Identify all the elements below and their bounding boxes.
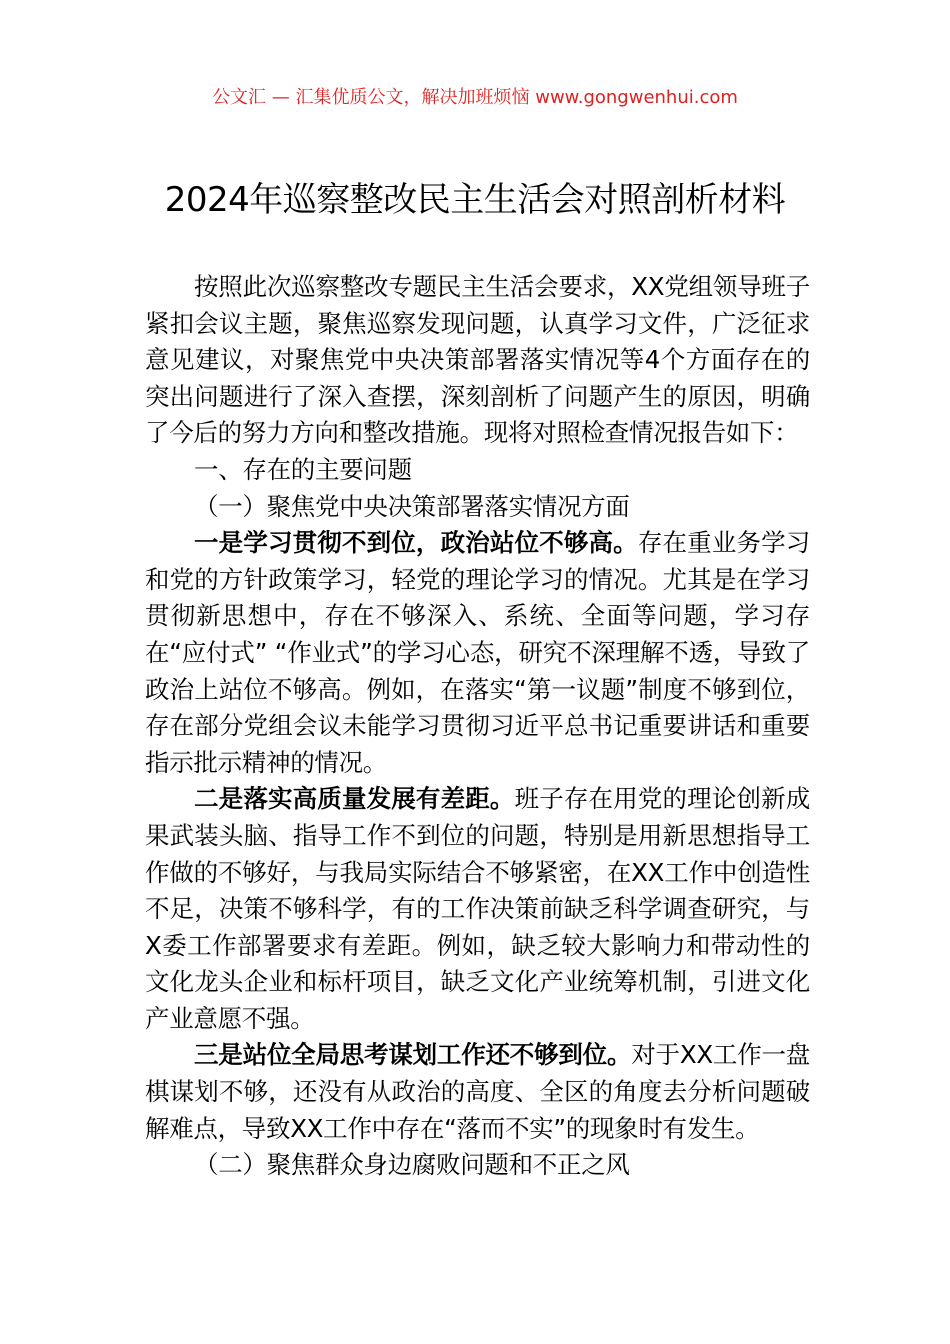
point-lead-3: 三是站位全局思考谋划工作还不够到位。 bbox=[194, 1040, 632, 1070]
document-body bbox=[145, 269, 810, 1184]
point-text-3: 对于XX工作一盘棋谋划不够，还没有从政治的高度、全区的角度去分析问题破解难点，导致XX工作中存在“落而不实”的现象时有发生。 bbox=[145, 1040, 810, 1143]
subsection-heading-1: （一）聚焦党中央决策部署落实情况方面 bbox=[194, 491, 630, 521]
point-paragraph-3 bbox=[145, 1037, 810, 1147]
intro-paragraph: 按照此次巡察整改专题民主生活会要求，XX党组领导班子紧扣会议主题，聚焦巡察发现问题，认真学习文件，广泛征求意见建议，对聚焦党中央决策部署落实情况等4个方面存在的突出问题进行了深入查摆，深刻剖析了问题产生的原因，明确了今后的努力方向和整改措施。现将对照检查情况报告如下： bbox=[145, 272, 810, 448]
point-paragraph-2 bbox=[145, 781, 810, 1037]
document-title: 2024年巡察整改民主生活会对照剖析材料 bbox=[164, 180, 786, 220]
subsection-heading-2: （二）聚焦群众身边腐败问题和不正之风 bbox=[194, 1150, 630, 1180]
section-heading-problems: 一、存在的主要问题 bbox=[194, 454, 412, 484]
point-paragraph-1 bbox=[145, 525, 810, 781]
website-banner: 公文汇 — 汇集优质公文，解决加班烦恼 www.gongwenhui.com bbox=[212, 87, 738, 108]
point-lead-2: 二是落实高质量发展有差距。 bbox=[194, 784, 515, 814]
point-text-2: 班子存在用党的理论创新成果武装头脑、指导工作不到位的问题，特别是用新思想指导工作做的不够好，与我局实际结合不够紧密，在XX工作中创造性不足，决策不够科学，有的工作决策前缺乏科学调查研究，与X委工作部署要求有差距。例如，缺乏较大影响力和带动性的文化龙头企业和标杆项目，缺乏文化产业统筹机制，引进文化产业意愿不强。 bbox=[145, 784, 810, 1033]
point-text-1: 存在重业务学习和党的方针政策学习，轻党的理论学习的情况。尤其是在学习贯彻新思想中，存在不够深入、系统、全面等问题，学习存在“应付式” “作业式”的学习心态，研究不深理解不透，导致了政治上站位不够高。例如，在落实“第一议题”制度不够到位，存在部分党组会议未能学习贯彻习近平总书记重要讲话和重要指示批示精神的情况。 bbox=[145, 528, 810, 777]
point-lead-1: 一是学习贯彻不到位，政治站位不够高。 bbox=[194, 528, 638, 558]
